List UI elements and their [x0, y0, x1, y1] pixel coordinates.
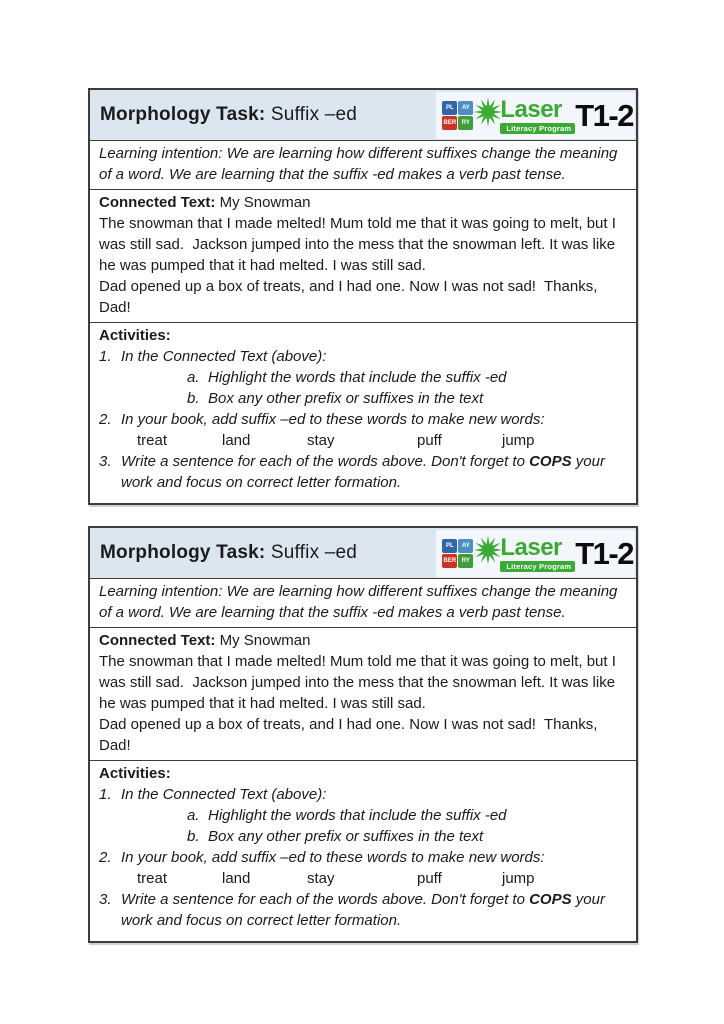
- morphology-task-card: [88, 88, 638, 505]
- playberry-puzzle-icon: [442, 539, 473, 568]
- puzzle-piece: RY: [458, 116, 473, 130]
- activity-item-3: [99, 889, 627, 931]
- activity-item-text: [121, 889, 627, 931]
- connected-text-label: Connected Text:: [99, 632, 216, 649]
- card-title-value: Suffix –ed: [270, 542, 358, 563]
- activity-item-number: 3.: [99, 453, 112, 470]
- connected-text-heading: [99, 630, 627, 651]
- puzzle-piece: BER: [442, 116, 457, 130]
- word-item: stay: [307, 870, 335, 887]
- activity-item-number: b.: [187, 828, 200, 845]
- logo-brand-block: [500, 98, 575, 134]
- logo-tagline: Literacy Program: [500, 561, 575, 572]
- learning-intention-text: Learning intention: We are learning how different suffixes change the meaning of a word. We are learning that the suffix -ed makes a verb past tense.: [99, 145, 618, 183]
- activities-row: [90, 323, 636, 503]
- connected-text-paragraph: The snowman that I made melted! Mum told me that it was going to melt, but I was still sad. Jackson jumped into the mess that the snowman left. It was like he was pumped that it had melted. I was still sad.: [99, 653, 621, 712]
- activity-item-number: 3.: [99, 891, 112, 908]
- activity-item-text-pre: Write a sentence for each of the words above. Don't forget to: [121, 453, 530, 470]
- puzzle-piece: RY: [458, 554, 473, 568]
- connected-text-heading: [99, 192, 627, 213]
- puzzle-piece: PL: [442, 101, 457, 115]
- word-list: [99, 430, 627, 451]
- activity-item-1b: [99, 826, 627, 847]
- card-title: [100, 542, 357, 564]
- activity-item-1b: [99, 388, 627, 409]
- activity-item-text: Box any other prefix or suffixes in the text: [208, 828, 484, 845]
- activity-item-text-post: your work and focus on correct letter formation.: [121, 453, 605, 491]
- connected-text-paragraph: Dad opened up a box of treats, and I had one. Now I was not sad! Thanks, Dad!: [99, 278, 602, 316]
- card-title-value: Suffix –ed: [270, 104, 358, 125]
- activity-item-text-post: your work and focus on correct letter formation.: [121, 891, 605, 929]
- activity-item-3: [99, 451, 627, 493]
- activity-item-text-pre: Write a sentence for each of the words above. Don't forget to: [121, 891, 530, 908]
- word-item: puff: [417, 870, 442, 887]
- card-title-label: Morphology Task:: [100, 104, 266, 125]
- connected-text-title: My Snowman: [219, 194, 311, 211]
- word-item: jump: [502, 870, 535, 887]
- card-header: [90, 90, 636, 141]
- logo-brand-text: Laser: [500, 534, 562, 562]
- word-item: puff: [417, 432, 442, 449]
- playberry-puzzle-icon: [442, 101, 473, 130]
- word-item: land: [222, 432, 251, 449]
- activity-item-2: [99, 409, 627, 430]
- cops-emphasis: COPS: [529, 891, 572, 908]
- activity-item-number: 2.: [99, 411, 112, 428]
- activities-row: [90, 761, 636, 941]
- puzzle-piece: AY: [458, 101, 473, 115]
- activity-item-text: In the Connected Text (above):: [121, 786, 327, 803]
- morphology-task-card: [88, 526, 638, 943]
- activities-heading: Activities:: [99, 765, 171, 782]
- word-item: jump: [502, 432, 535, 449]
- word-item: treat: [137, 432, 168, 449]
- sunburst-icon: [473, 535, 503, 565]
- activity-item-text: In the Connected Text (above):: [121, 348, 327, 365]
- activity-item-number: 1.: [99, 786, 112, 803]
- connected-text-row: [90, 190, 636, 323]
- word-item: land: [222, 870, 251, 887]
- puzzle-piece: PL: [442, 539, 457, 553]
- activity-item-text: In your book, add suffix –ed to these words to make new words:: [121, 411, 545, 428]
- activity-item-1: [99, 346, 627, 367]
- word-list: [99, 868, 627, 889]
- card-title-label: Morphology Task:: [100, 542, 266, 563]
- learning-intention-row: [90, 141, 636, 190]
- puzzle-piece: AY: [458, 539, 473, 553]
- card-header: [90, 528, 636, 579]
- activity-item-text: Highlight the words that include the suffix -ed: [208, 807, 507, 824]
- activity-item-number: b.: [187, 390, 200, 407]
- word-item: treat: [137, 870, 168, 887]
- logo-term-code: T1-2: [575, 535, 633, 571]
- learning-intention-row: [90, 579, 636, 628]
- logo-tagline: Literacy Program: [500, 123, 575, 134]
- card-title: [100, 104, 357, 126]
- puzzle-piece: BER: [442, 554, 457, 568]
- learning-intention-text: Learning intention: We are learning how different suffixes change the meaning of a word. We are learning that the suffix -ed makes a verb past tense.: [99, 583, 618, 621]
- activity-item-number: a.: [187, 369, 200, 386]
- activity-item-number: 2.: [99, 849, 112, 866]
- activity-item-1a: [99, 805, 627, 826]
- logo-term-code: T1-2: [575, 97, 633, 133]
- activity-item-2: [99, 847, 627, 868]
- sunburst-icon: [473, 97, 503, 127]
- connected-text-label: Connected Text:: [99, 194, 216, 211]
- activity-item-number: a.: [187, 807, 200, 824]
- connected-text-paragraph: The snowman that I made melted! Mum told me that it was going to melt, but I was still sad. Jackson jumped into the mess that the snowman left. It was like he was pumped that it had melted. I was still sad.: [99, 215, 621, 274]
- laser-literacy-program-logo: [436, 530, 635, 577]
- word-item: stay: [307, 432, 335, 449]
- activity-item-text: Highlight the words that include the suffix -ed: [208, 369, 507, 386]
- activity-item-text: [121, 451, 627, 493]
- laser-literacy-program-logo: [436, 92, 635, 139]
- activity-item-text: In your book, add suffix –ed to these words to make new words:: [121, 849, 545, 866]
- activity-item-1a: [99, 367, 627, 388]
- activity-item-text: Box any other prefix or suffixes in the text: [208, 390, 484, 407]
- cops-emphasis: COPS: [529, 453, 572, 470]
- connected-text-title: My Snowman: [219, 632, 311, 649]
- activity-item-number: 1.: [99, 348, 112, 365]
- logo-brand-block: [500, 536, 575, 572]
- connected-text-paragraph: Dad opened up a box of treats, and I had one. Now I was not sad! Thanks, Dad!: [99, 716, 602, 754]
- logo-brand-text: Laser: [500, 96, 562, 124]
- connected-text-row: [90, 628, 636, 761]
- activities-heading: Activities:: [99, 327, 171, 344]
- activity-item-1: [99, 784, 627, 805]
